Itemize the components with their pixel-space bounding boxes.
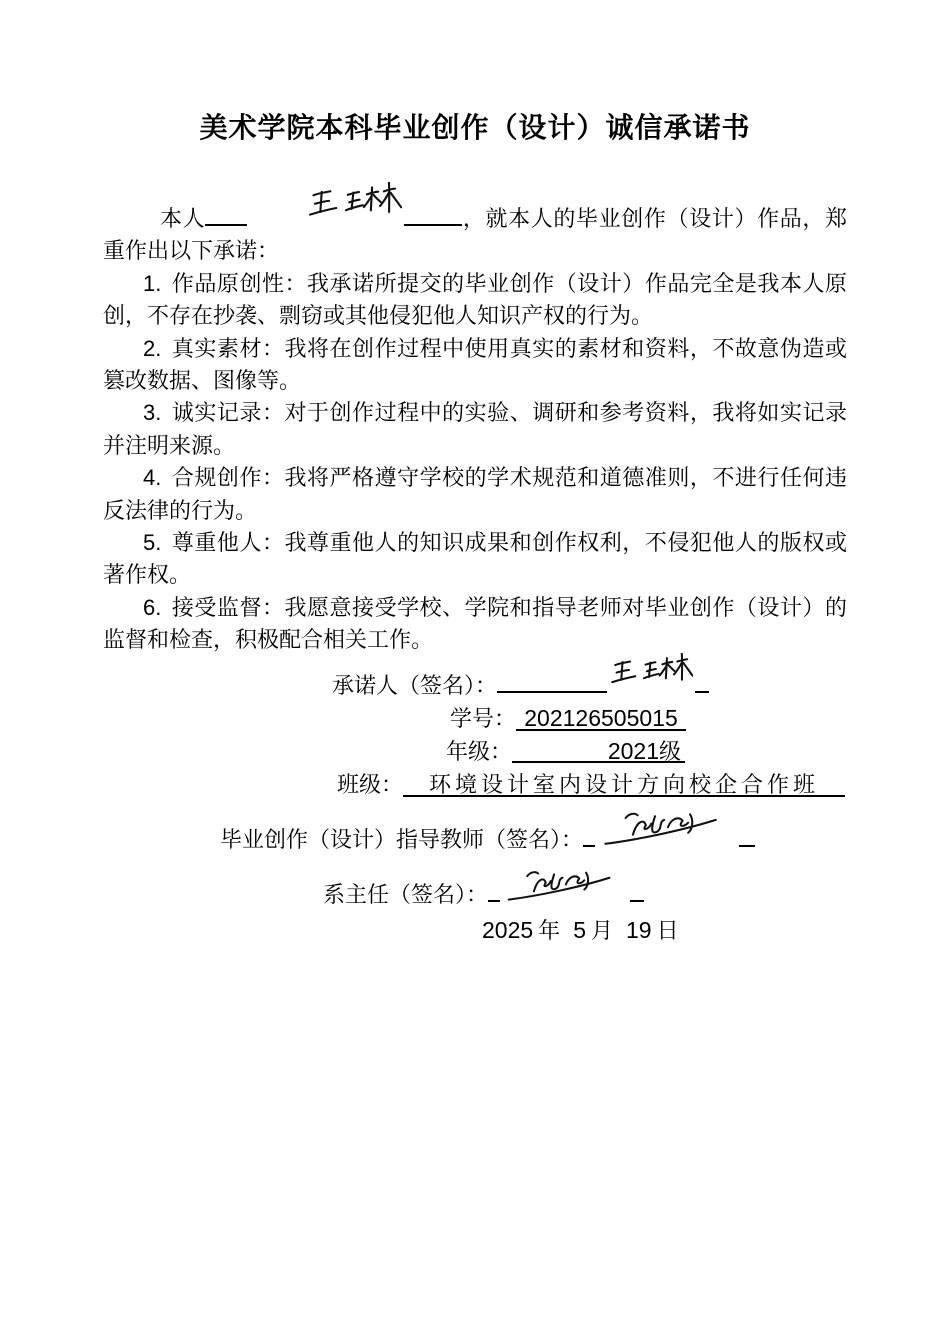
student-id-field: 202126505015 bbox=[516, 706, 686, 731]
intro-suffix: ，就本人的毕业创作（设计）作品，郑重作出以下承诺： bbox=[103, 206, 847, 264]
item-number: 4. bbox=[143, 465, 162, 491]
grade-label: 年级： bbox=[446, 738, 513, 764]
grade-value-number: 2021 bbox=[607, 737, 659, 764]
intro-prefix: 本人 bbox=[160, 206, 206, 231]
advisor-underline-start bbox=[583, 824, 595, 847]
commitment-item-6 bbox=[103, 592, 847, 657]
advisor-underline-end bbox=[739, 824, 755, 847]
item-text: 诚实记录：对于创作过程中的实验、调研和参考资料，我将如实记录并注明来源。 bbox=[103, 400, 847, 458]
item-number: 2. bbox=[143, 335, 162, 361]
class-row bbox=[103, 768, 847, 801]
commitment-item-1 bbox=[103, 268, 847, 333]
promiser-row bbox=[103, 657, 847, 702]
student-name-signature-icon bbox=[249, 182, 402, 231]
grade-field bbox=[512, 739, 685, 763]
item-number: 6. bbox=[143, 594, 162, 620]
student-id-label: 学号： bbox=[450, 705, 517, 731]
promiser-label: 承诺人（签名）： bbox=[332, 672, 498, 698]
intro-blank-underline-2 bbox=[404, 203, 462, 226]
dept-head-row bbox=[103, 860, 847, 915]
item-number: 3. bbox=[143, 400, 162, 426]
advisor-signature-icon bbox=[597, 807, 737, 866]
date-day: 19 bbox=[626, 916, 652, 943]
promiser-underline-end bbox=[695, 670, 709, 693]
student-id-row bbox=[103, 702, 847, 735]
advisor-label: 毕业创作（设计）指导教师（签名）： bbox=[220, 826, 584, 852]
grade-row bbox=[103, 735, 847, 768]
document-title: 美术学院本科毕业创作（设计）诚信承诺书 bbox=[199, 112, 751, 143]
dept-head-underline-end bbox=[630, 879, 644, 902]
date-year: 2025 bbox=[482, 916, 534, 943]
class-label: 班级： bbox=[337, 771, 404, 797]
item-text: 尊重他人：我尊重他人的知识成果和创作权利，不侵犯他人的版权或著作权。 bbox=[103, 530, 847, 588]
dept-head-label: 系主任（签名）： bbox=[323, 881, 489, 907]
item-text: 作品原创性：我承诺所提交的毕业创作（设计）作品完全是我本人原创，不存在抄袭、剽窃或其他侵犯他人知识产权的行为。 bbox=[103, 270, 847, 329]
grade-value-unit: 级 bbox=[659, 738, 682, 764]
item-text: 合规创作：我将严格遵守学校的学术规范和道德准则，不进行任何违反法律的行为。 bbox=[103, 465, 847, 523]
commitment-item-3 bbox=[103, 397, 847, 462]
dept-head-underline-start bbox=[488, 879, 500, 902]
date-day-unit: 日 bbox=[656, 917, 679, 943]
date-month: 5 bbox=[573, 916, 586, 943]
date-month-unit: 月 bbox=[590, 917, 613, 943]
intro-blank-underline bbox=[205, 203, 247, 226]
promiser-underline bbox=[497, 670, 607, 693]
dept-head-signature-icon bbox=[502, 866, 628, 921]
commitment-item-5 bbox=[103, 527, 847, 592]
date-year-unit: 年 bbox=[538, 917, 561, 943]
class-field: 环境设计室内设计方向校企合作班 bbox=[403, 773, 845, 797]
commitment-list bbox=[103, 268, 847, 657]
signature-block bbox=[103, 657, 847, 946]
item-text: 真实素材：我将在创作过程中使用真实的素材和资料，不故意伪造或篡改数据、图像等。 bbox=[103, 335, 847, 394]
intro-paragraph bbox=[103, 186, 847, 268]
item-text: 接受监督：我愿意接受学校、学院和指导老师对毕业创作（设计）的监督和检查，积极配合相关工作。 bbox=[103, 594, 847, 653]
promiser-signature-icon bbox=[609, 653, 693, 698]
date-row bbox=[103, 915, 847, 946]
advisor-row bbox=[103, 801, 847, 860]
commitment-item-2 bbox=[103, 333, 847, 398]
commitment-item-4 bbox=[103, 462, 847, 527]
item-number: 1. bbox=[143, 270, 162, 296]
item-number: 5. bbox=[143, 530, 162, 556]
